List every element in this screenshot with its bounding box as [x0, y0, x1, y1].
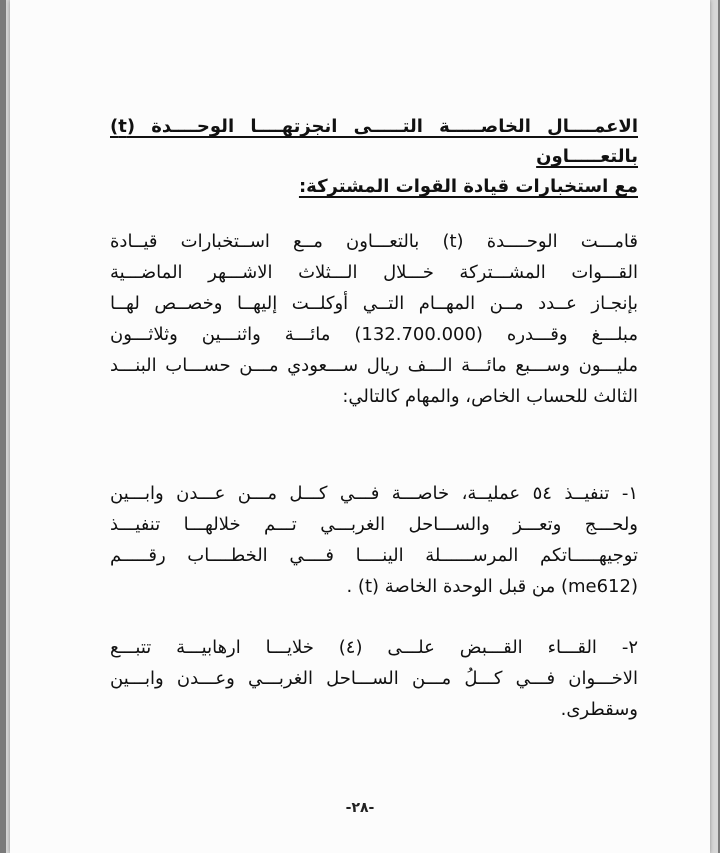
item1-line-1: ١- تنفيــذ ٥٤ عمليــة، خاصـــة فـــي كـــل مـــن عـــدن وابـــين [110, 483, 638, 504]
intro-line-3: بإنجـاز عــدد مــن المهــام التــي أوكلــت إليهــا وخصــص لهــا [110, 293, 638, 314]
title-line-1: الاعمــــال الخاصـــــة التـــــى انجزتهــــا الوحــــدة (t) بالتعـــــاون [110, 116, 638, 167]
intro-line-1: قامـــت الوحــــدة (t) بالتعـــاون مــع اســتخبارات قيــادة [110, 231, 638, 252]
intro-line-4: مبلـــغ وقـــدره (132.700.000) مائـــة واثنـــين وثلاثـــون [110, 324, 638, 345]
page-number: -٢٨- [345, 800, 375, 816]
list-item-1 [110, 478, 638, 602]
intro-paragraph [110, 226, 638, 412]
intro-line-6: الثالث للحساب الخاص، والمهام كالتالي: [342, 386, 638, 407]
title-line-2: مع استخبارات قيادة القوات المشتركة: [298, 176, 638, 197]
list-item-2 [110, 632, 638, 725]
intro-line-5: مليـــون وســـبع مائـــة الـــف ريال ســـعودي مـــن حســـاب البنـــد [110, 355, 638, 376]
item1-line-4: (me612) من قبل الوحدة الخاصة (t) . [346, 576, 638, 597]
item2-line-2: الاخـــوان فـــي كـــلُ مـــن الســـاحل الغربـــي وعـــدن وابـــين [110, 668, 638, 689]
item1-line-3: توجيهـــــاتكم المرســــــلة الينــــا فــــي الخطــــاب رقـــــم [110, 545, 638, 566]
item1-line-2: ولحـــج وتعـــز والســـاحل الغربـــي تـــم خلالهـــا تنفيـــذ [110, 514, 638, 535]
item2-line-1: ٢- القـــاء القـــبض علـــى (٤) خلايـــا ارهابيـــة تتبـــع [110, 637, 638, 658]
document-page [10, 0, 710, 853]
document-title [110, 112, 638, 202]
intro-line-2: القـــوات المشـــتركة خـــلال الـــثلاث الاشـــهر الماضـــية [110, 262, 638, 283]
item2-line-3: وسقطرى. [560, 699, 638, 720]
